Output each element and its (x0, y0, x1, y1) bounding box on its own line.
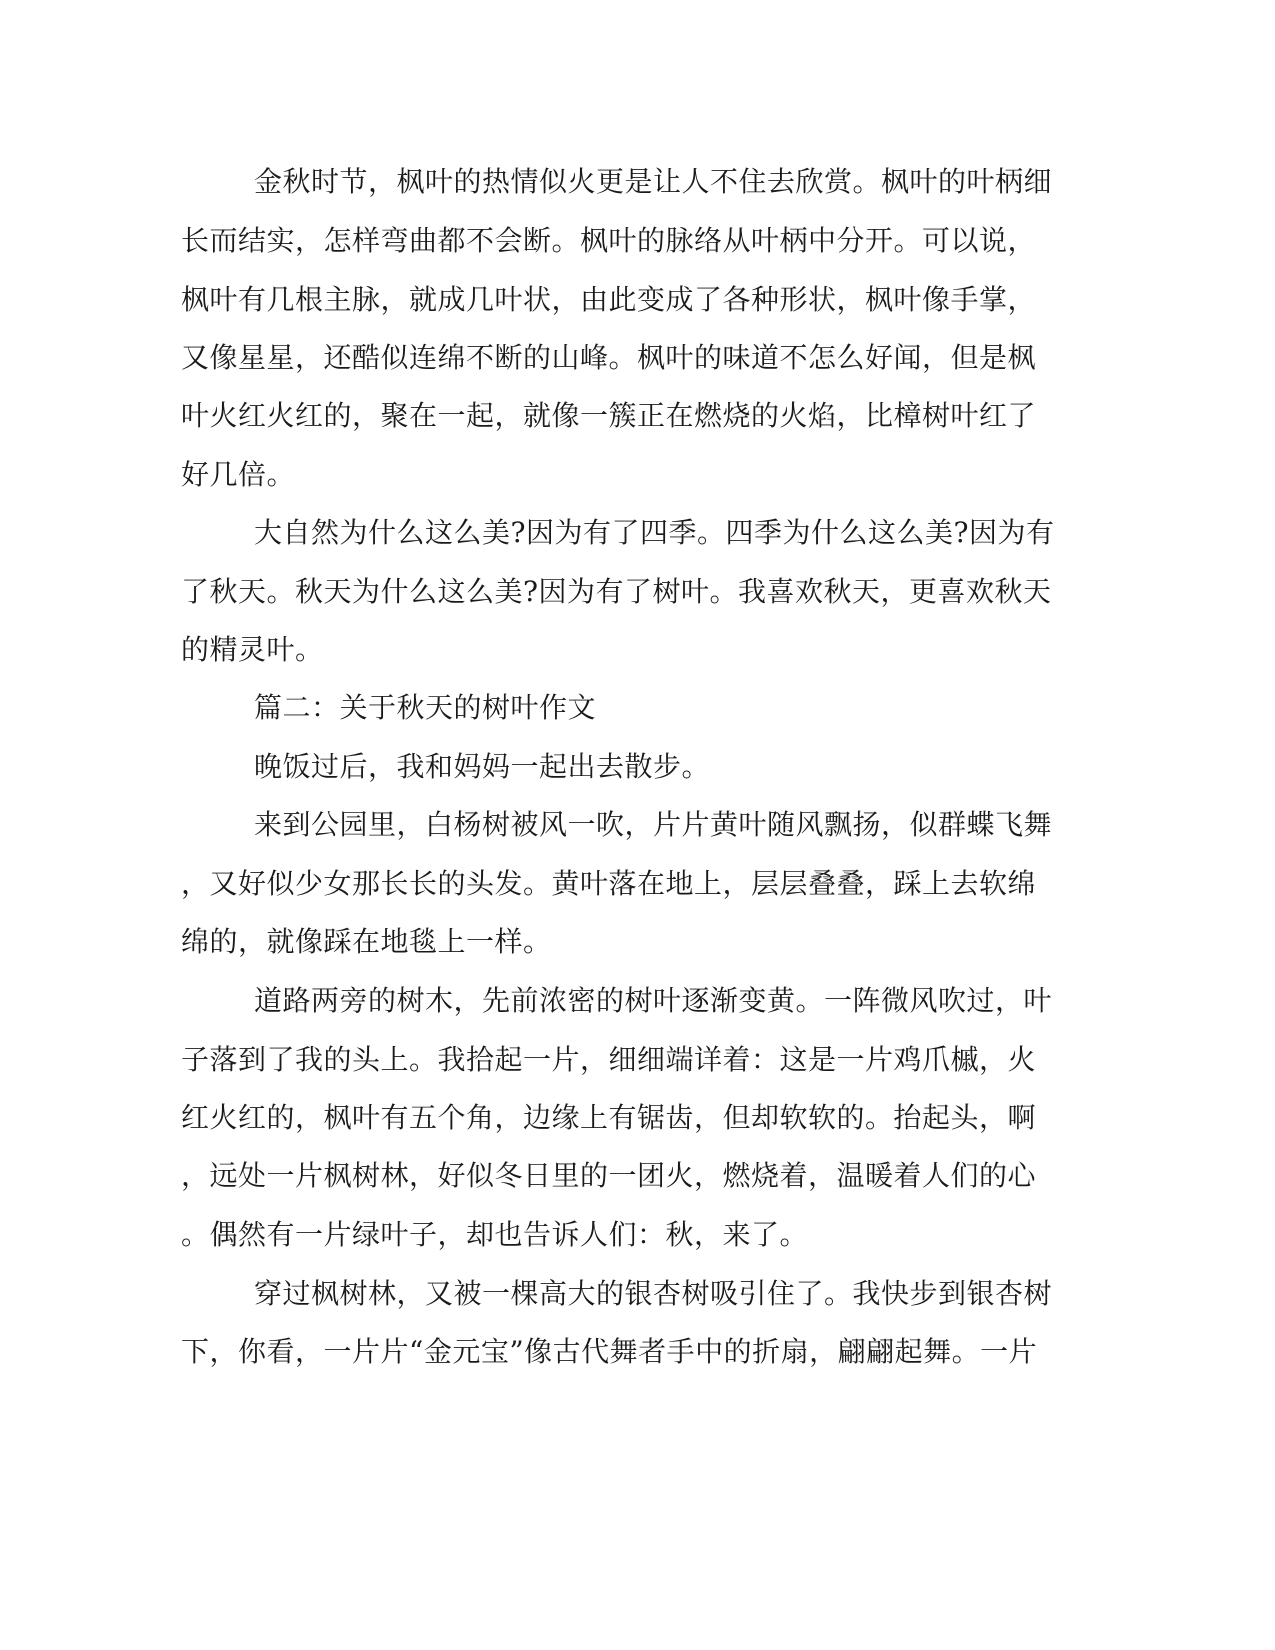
text-line: 红火红的，枫叶有五个角，边缘上有锯齿，但却软软的。抬起头，啊 (181, 1101, 1037, 1134)
text-line: 穿过枫树林，又被一棵高大的银杏树吸引住了。我快步到银杏树 (254, 1277, 1053, 1310)
text-line: 长而结实，怎样弯曲都不会断。枫叶的脉络从叶柄中分开。可以说， (181, 224, 1037, 257)
text-line: 的精灵叶。 (181, 633, 324, 666)
text-line: 了秋天。秋天为什么这么美?因为有了树叶。我喜欢秋天，更喜欢秋天 (181, 575, 1052, 608)
text-line: ，又好似少女那长长的头发。黄叶落在地上，层层叠叠，踩上去软绵 (181, 867, 1037, 900)
text-line: 枫叶有几根主脉，就成几叶状，由此变成了各种形状，枫叶像手掌， (181, 283, 1037, 316)
text-line: 叶火红火红的，聚在一起，就像一簇正在燃烧的火焰，比樟树叶红了 (181, 399, 1037, 432)
section-heading: 篇二：关于秋天的树叶作文 (254, 691, 597, 724)
text-line: 子落到了我的头上。我拾起一片，细细端详着：这是一片鸡爪槭，火 (181, 1043, 1037, 1076)
text-line: 道路两旁的树木，先前浓密的树叶逐渐变黄。一阵微风吹过，叶 (254, 984, 1053, 1017)
text-line: ，远处一片枫树林，好似冬日里的一团火，燃烧着，温暖着人们的心 (181, 1159, 1037, 1192)
text-line: 大自然为什么这么美?因为有了四季。四季为什么这么美?因为有 (254, 516, 1055, 549)
text-line: 来到公园里，白杨树被风一吹，片片黄叶随风飘扬，似群蝶飞舞 (254, 808, 1053, 841)
text-line: 绵的，就像踩在地毯上一样。 (181, 925, 552, 958)
text-line: 晚饭过后，我和妈妈一起出去散步。 (254, 750, 711, 783)
text-line: 下，你看，一片片“金元宝”像古代舞者手中的折扇，翩翩起舞。一片 (181, 1335, 1038, 1368)
text-line: 又像星星，还酷似连绵不断的山峰。枫叶的味道不怎么好闻，但是枫 (181, 341, 1037, 374)
text-line: 。偶然有一片绿叶子，却也告诉人们：秋，来了。 (181, 1218, 809, 1251)
text-line: 金秋时节，枫叶的热情似火更是让人不住去欣赏。枫叶的叶柄细 (254, 165, 1053, 198)
text-line: 好几倍。 (181, 458, 296, 491)
